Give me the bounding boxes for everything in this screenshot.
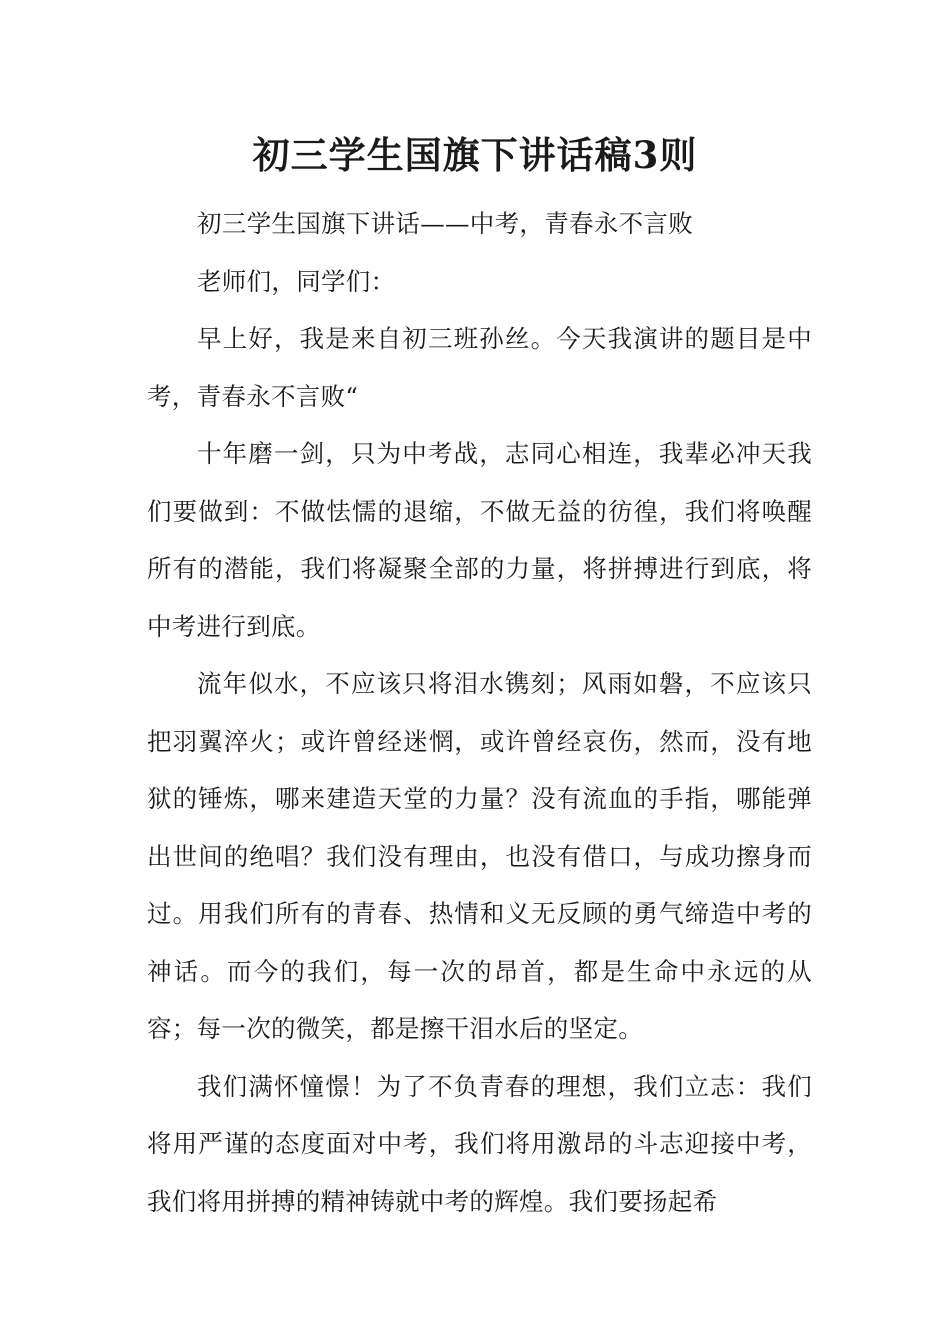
document-body <box>147 195 812 1230</box>
paragraph-subtitle: 初三学生国旗下讲话——中考，青春永不言败 <box>197 209 693 238</box>
paragraph-body: 十年磨一剑，只为中考战，志同心相连，我辈必冲天我们要做到：不做怯懦的退缩，不做无益的彷徨，我们将唤醒所有的潜能，我们将凝聚全部的力量，将拼搏进行到底，将中考进行到底。 <box>147 439 812 641</box>
paragraph-greeting: 早上好，我是来自初三班孙丝。今天我演讲的题目是中考，青春永不言败“ <box>147 324 812 411</box>
paragraph-body: 流年似水，不应该只将泪水镌刻；风雨如磐，不应该只把羽翼淬火；或许曾经迷惘，或许曾经哀伤，然而，没有地狱的锤炼，哪来建造天堂的力量？没有流血的手指，哪能弹出世间的绝唱？我们没有理由，也没有借口，与成功擦身而过。用我们所有的青春、热情和义无反顾的勇气缔造中考的神话。而今的我们，每一次的昂首，都是生命中永远的从容；每一次的微笑，都是擦干泪水后的坚定。 <box>147 669 812 1043</box>
paragraph-body: 我们满怀憧憬！为了不负青春的理想，我们立志：我们将用严谨的态度面对中考，我们将用激昂的斗志迎接中考，我们将用拼搏的精神铸就中考的辉煌。我们要扬起希 <box>147 1071 812 1216</box>
document-title: 初三学生国旗下讲话稿3则 <box>252 133 698 177</box>
paragraph-salutation: 老师们，同学们： <box>197 266 396 296</box>
